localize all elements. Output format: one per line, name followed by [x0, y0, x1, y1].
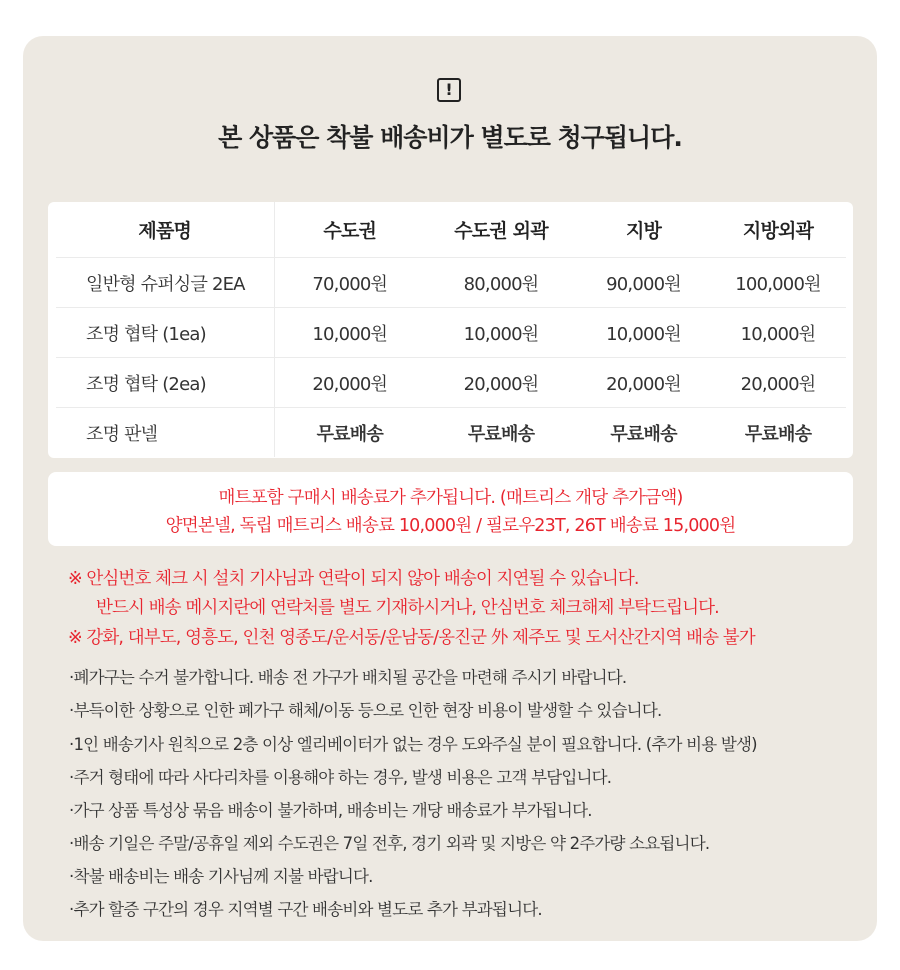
price-cell: 20,000원 — [577, 358, 710, 408]
page-title: 본 상품은 착불 배송비가 별도로 청구됩니다. — [218, 123, 682, 152]
warning-text: ※ 안심번호 체크 시 설치 기사님과 연락이 되지 않아 배송이 지연될 수 있습니다. — [68, 569, 639, 589]
note-item: ·가구 상품 특성상 묶음 배송이 불가하며, 배송비는 개당 배송료가 부가됩니다. — [69, 801, 592, 820]
note-item: ·주거 형태에 따라 사다리차를 이용해야 하는 경우, 발생 비용은 고객 부담입니다. — [69, 768, 612, 787]
exclamation-box-icon: ! — [437, 78, 461, 102]
price-cell: 10,000원 — [274, 308, 425, 358]
shipping-fee-table-card — [48, 202, 853, 458]
price-cell: 10,000원 — [577, 308, 710, 358]
price-cell: 70,000원 — [274, 258, 425, 308]
product-name-cell: 조명 협탁 (2ea) — [56, 358, 274, 408]
free-shipping-cell: 무료배송 — [467, 423, 535, 445]
price-cell: 20,000원 — [425, 358, 577, 408]
price-cell: 20,000원 — [274, 358, 425, 408]
note-item: ·폐가구는 수거 불가합니다. 배송 전 가구가 배치될 공간을 마련해 주시기 바랍니다. — [69, 668, 627, 687]
product-name-cell: 조명 판넬 — [56, 408, 274, 458]
price-cell: 20,000원 — [710, 358, 846, 408]
price-cell: 10,000원 — [425, 308, 577, 358]
note-item: ·착불 배송비는 배송 기사님께 지불 바랍니다. — [69, 867, 373, 886]
notice-line: 매트포함 구매시 배송료가 추가됩니다. (매트리스 개당 추가금액) — [218, 488, 683, 508]
table-header-row — [56, 202, 846, 258]
column-header: 수도권 — [274, 202, 425, 258]
mattress-fee-notice — [48, 472, 853, 546]
table-row — [56, 408, 846, 458]
price-cell: 80,000원 — [425, 258, 577, 308]
table-row — [56, 258, 846, 308]
product-name-cell: 일반형 슈퍼싱글 2EA — [56, 258, 274, 308]
price-cell: 100,000원 — [710, 258, 846, 308]
price-cell: 90,000원 — [577, 258, 710, 308]
free-shipping-cell: 무료배송 — [316, 423, 383, 445]
note-item: ·추가 할증 구간의 경우 지역별 구간 배송비와 별도로 추가 부과됩니다. — [69, 900, 542, 919]
product-name-cell: 조명 협탁 (1ea) — [56, 308, 274, 358]
shipping-fee-table — [56, 202, 846, 457]
note-item: ·배송 기일은 주말/공휴일 제외 수도권은 7일 전후, 경기 외곽 및 지방은 약 2주가량 소요됩니다. — [69, 834, 710, 853]
price-cell: 10,000원 — [710, 308, 846, 358]
column-header: 제품명 — [56, 202, 274, 258]
note-item: ·부득이한 상황으로 인한 폐가구 해체/이동 등으로 인한 현장 비용이 발생할 수 있습니다. — [69, 701, 662, 720]
warning-text: ※ 강화, 대부도, 영흥도, 인천 영종도/운서동/운남동/옹진군 外 제주도 및 도서산간지역 배송 불가 — [68, 628, 755, 648]
column-header: 지방외곽 — [710, 202, 846, 258]
notice-line: 양면본넬, 독립 매트리스 배송료 10,000원 / 필로우23T, 26T 배송료 15,000원 — [165, 516, 736, 536]
note-item: ·1인 배송기사 원칙으로 2층 이상 엘리베이터가 없는 경우 도와주실 분이 필요합니다. (추가 비용 발생) — [69, 735, 757, 754]
free-shipping-cell: 무료배송 — [610, 423, 677, 445]
column-header: 지방 — [577, 202, 710, 258]
table-row — [56, 358, 846, 408]
free-shipping-cell: 무료배송 — [744, 423, 812, 445]
warning-text: 반드시 배송 메시지란에 연락처를 별도 기재하시거나, 안심번호 체크해제 부탁드립니다. — [96, 598, 719, 618]
column-header: 수도권 외곽 — [425, 202, 577, 258]
table-row — [56, 308, 846, 358]
